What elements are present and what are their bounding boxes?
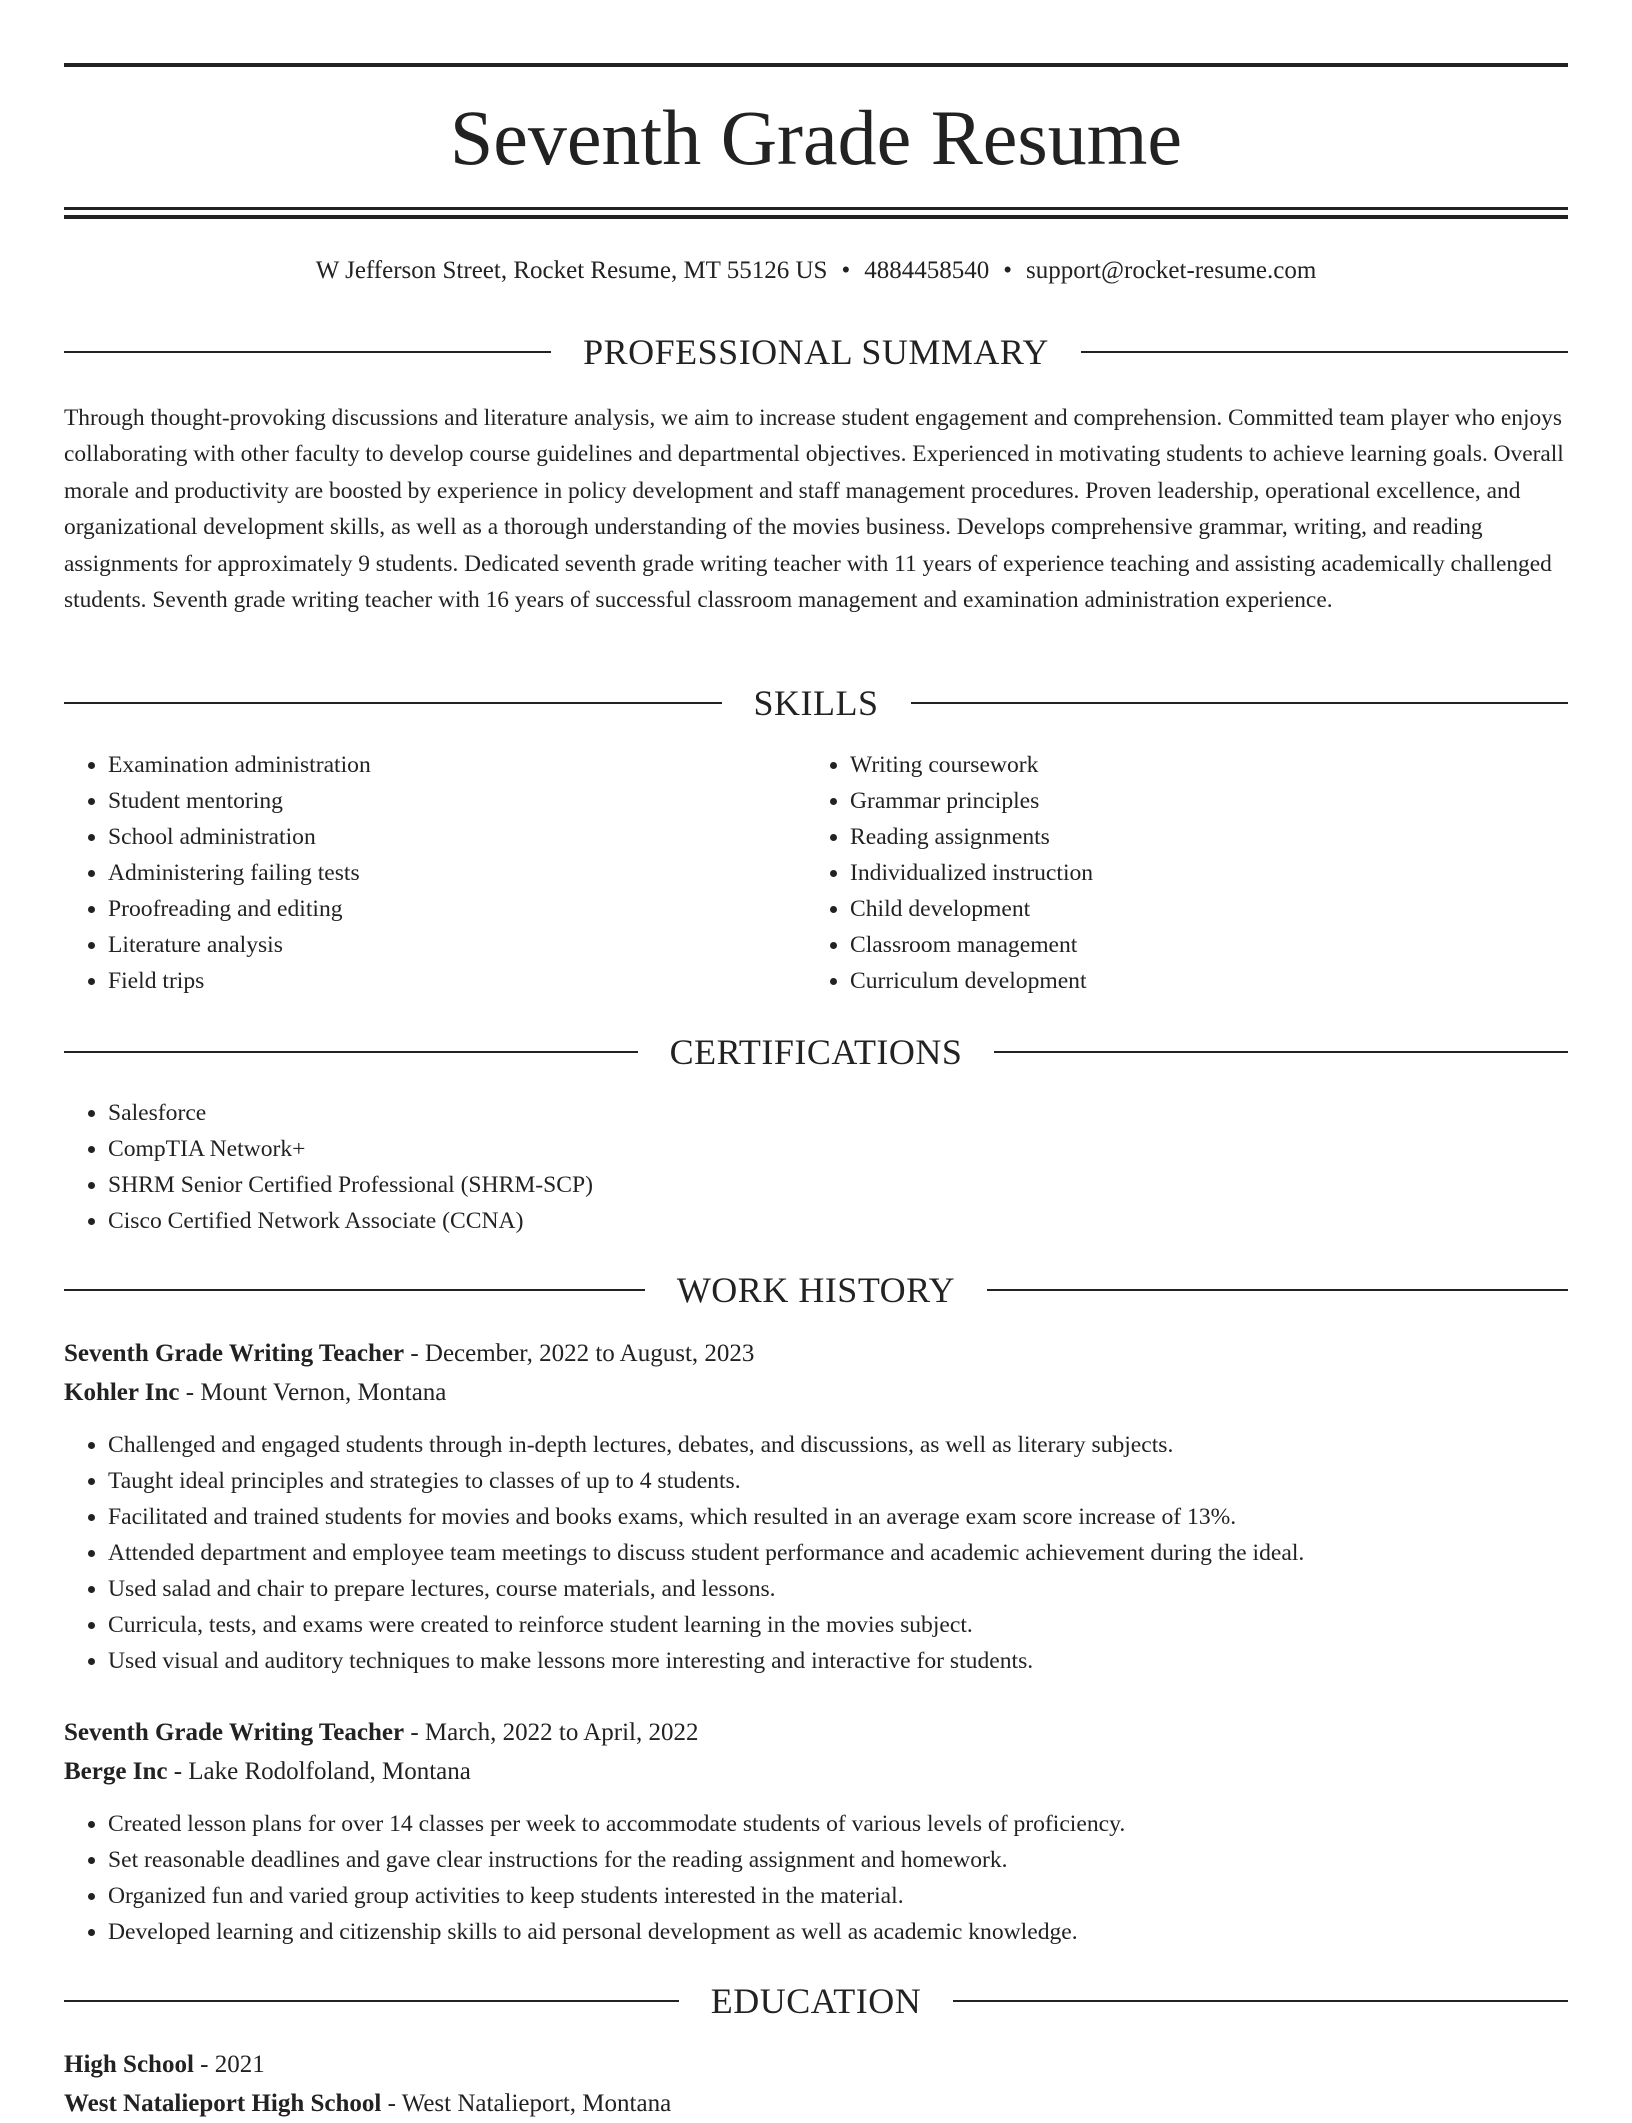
contact-address: W Jefferson Street, Rocket Resume, MT 55126 US (315, 257, 828, 284)
certification-item: • Cisco Certified Network Associate (CCNA) (108, 1203, 1508, 1239)
skill-item: • Field trips (108, 963, 808, 999)
section-heading-education (64, 1978, 1568, 2024)
job-bullet: • Facilitated and trained students for movies and books exams, which resulted in an average exam score increase of 13%. (108, 1499, 1568, 1535)
section-title: CERTIFICATIONS (669, 1032, 963, 1072)
section-heading-summary (64, 329, 1568, 375)
certifications-list (64, 1095, 1508, 1239)
job-location: - Mount Vernon, Montana (179, 1379, 447, 1406)
summary-paragraph: Through thought-provoking discussions and literature analysis, we aim to increase student engagement and comprehension. Committed team player who enjoys collaborating with other faculty to develop course guidelines and departmental objectives. Experienced in motivating students to achieve learning goals. Overall morale and productivity are boosted by experience in policy development and staff management procedures. Proven leadership, operational excellence, and organizational development skills, as well as a thorough understanding of the movies business. Develops comprehensive grammar, writing, and reading assignments for approximately 9 students. Dedicated seventh grade writing teacher with 11 years of experience teaching and assisting academically challenged students. Seventh grade writing teacher with 16 years of successful classroom management and examination administration experience. (64, 405, 1564, 614)
section-heading-skills (64, 680, 1568, 726)
section-title: PROFESSIONAL SUMMARY (583, 332, 1049, 372)
skill-item: • Child development (850, 891, 1550, 927)
contact-phone: 4884458540 (864, 257, 990, 284)
resume-title: Seventh Grade Resume (449, 94, 1183, 181)
job-bullet: • Taught ideal principles and strategies to classes of up to 4 students. (108, 1463, 1568, 1499)
heading-rule (64, 1051, 638, 1053)
skills-list-right (806, 747, 1550, 999)
heading-rule (987, 1289, 1568, 1291)
section-title: SKILLS (753, 683, 879, 723)
heading-rule (1081, 351, 1568, 353)
title-rule-upper (64, 207, 1568, 210)
job-company: Berge Inc (64, 1758, 168, 1785)
education-school-line (64, 2085, 671, 2123)
skill-item: • Writing coursework (850, 747, 1550, 783)
certification-item: • CompTIA Network+ (108, 1131, 1508, 1167)
skill-item: • Classroom management (850, 927, 1550, 963)
skill-item: • Proofreading and editing (108, 891, 808, 927)
education-location: - West Natalieport, Montana (381, 2090, 672, 2117)
skills-list-left (64, 747, 808, 999)
job-bullet: • Used salad and chair to prepare lectures, course materials, and lessons. (108, 1571, 1568, 1607)
skill-item: • Reading assignments (850, 819, 1550, 855)
section-heading-work-history (64, 1267, 1568, 1313)
skill-item: • Examination administration (108, 747, 808, 783)
skill-item: • Literature analysis (108, 927, 808, 963)
job-bullet: • Developed learning and citizenship skills to aid personal development as well as academic knowledge. (108, 1914, 1568, 1950)
job-company: Kohler Inc (64, 1379, 180, 1406)
job-bullet: • Organized fun and varied group activities to keep students interested in the material. (108, 1878, 1568, 1914)
education-degree: High School (64, 2051, 194, 2078)
certification-item: • Salesforce (108, 1095, 1508, 1131)
contact-separator: • (1003, 257, 1012, 284)
heading-rule (64, 2000, 679, 2002)
job-dates: - March, 2022 to April, 2022 (404, 1719, 699, 1746)
title-rule-lower (64, 215, 1568, 219)
heading-rule (64, 351, 551, 353)
skill-item: • Administering failing tests (108, 855, 808, 891)
job-title-line (64, 1714, 698, 1752)
education-school: West Natalieport High School (64, 2090, 382, 2117)
education-year: - 2021 (193, 2051, 265, 2078)
heading-rule (953, 2000, 1568, 2002)
contact-email: support@rocket-resume.com (1025, 257, 1317, 284)
job-bullet: • Curricula, tests, and exams were created to reinforce student learning in the movies subject. (108, 1607, 1568, 1643)
contact-line (64, 253, 1568, 289)
heading-rule (911, 702, 1569, 704)
certification-item: • SHRM Senior Certified Professional (SHRM-SCP) (108, 1167, 1508, 1203)
education-degree-line (64, 2046, 265, 2084)
job-title: Seventh Grade Writing Teacher (64, 1719, 405, 1746)
section-title: WORK HISTORY (676, 1270, 956, 1310)
skill-item: • School administration (108, 819, 808, 855)
section-title: EDUCATION (710, 1981, 922, 2021)
skill-item: • Individualized instruction (850, 855, 1550, 891)
top-rule (64, 63, 1568, 67)
skill-item: • Grammar principles (850, 783, 1550, 819)
heading-rule (64, 1289, 645, 1291)
contact-separator: • (841, 257, 851, 284)
job-bullet: • Created lesson plans for over 14 classes per week to accommodate students of various levels of proficiency. (108, 1806, 1568, 1842)
job-bullets (64, 1427, 1568, 1679)
job-bullet: • Challenged and engaged students through in-depth lectures, debates, and discussions, as well as literary subjects. (108, 1427, 1568, 1463)
job-bullet: • Used visual and auditory techniques to make lessons more interesting and interactive for students. (108, 1643, 1568, 1679)
job-title: Seventh Grade Writing Teacher (64, 1340, 405, 1367)
job-title-line (64, 1335, 754, 1373)
job-location: - Lake Rodolfoland, Montana (167, 1758, 471, 1785)
job-company-line (64, 1374, 446, 1412)
section-heading-certifications (64, 1029, 1568, 1075)
job-bullet: • Attended department and employee team meetings to discuss student performance and academic achievement during the ideal. (108, 1535, 1568, 1571)
heading-rule (994, 1051, 1568, 1053)
job-bullet: • Set reasonable deadlines and gave clear instructions for the reading assignment and homework. (108, 1842, 1568, 1878)
job-bullets (64, 1806, 1568, 1950)
skill-item: • Curriculum development (850, 963, 1550, 999)
job-company-line (64, 1753, 471, 1791)
skill-item: • Student mentoring (108, 783, 808, 819)
heading-rule (64, 702, 722, 704)
job-dates: - December, 2022 to August, 2023 (404, 1340, 755, 1367)
